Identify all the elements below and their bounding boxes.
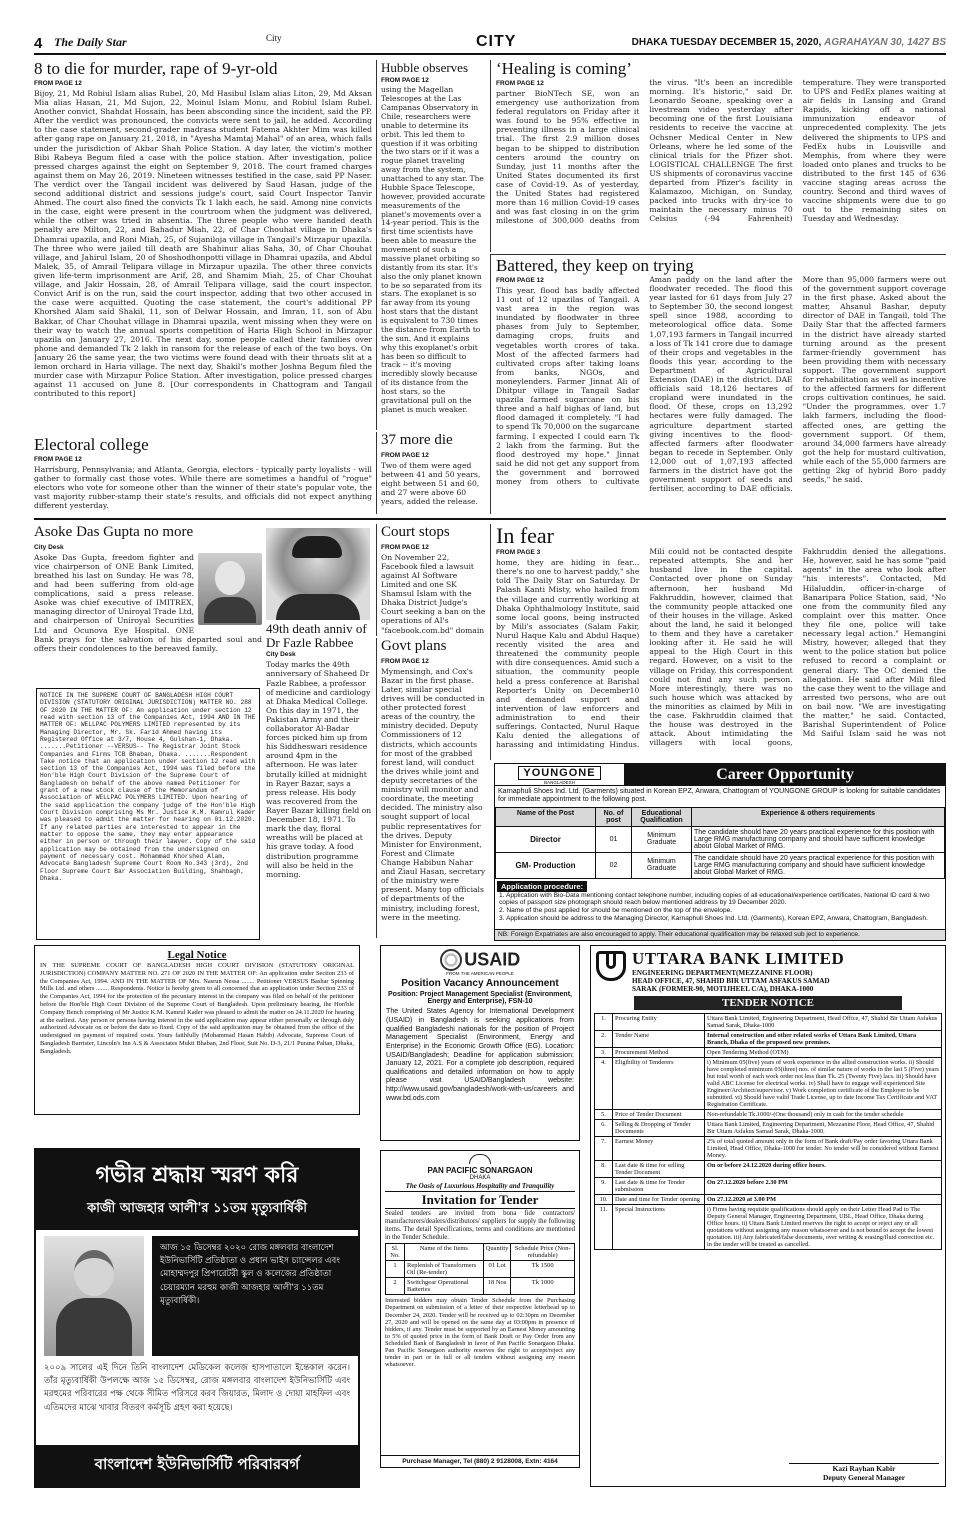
tender-items-table: Sl. No. Name of the Items Quantity Schedule Price (Non-refundable) 1 Replenish of Transformers Oil (Re-tender) 01 Lot Tk 1500 2 Switchgear Operational Batteries 18 Nos Tk 1000 [385, 1243, 575, 1295]
court-notice-wellpac: NOTICE IN THE SUPREME COURT OF BANGLADESH HIGH COURT DIVISION (STATUTORY ORIGINAL JURISDICTION) MATTER NO. 288 OF 2020 IN THE MATTER OF: An application under section 12 read with section 13 of the Companies Act, 1994 AND IN THE MATTER OF: WELLPAC POLYMERS LIMITED represented by its Managing Director, Mr. Sk. Farid Ahmed having its Registered Office at 3/7, House 4, Gulshan-1, Dhaka. .......Petitioner --VERSUS-- The Registrar Joint Stock Companies and Firms TCB Bhaban, Dhaka. .......Respondent Take notice that an application under section 12 read with section 13 of the Companies Act, 1994 was filed before the Hon'ble High Court Division of the Supreme Court of Bangladesh on behalf of the above named Petitioner for grant of a new stock clause of the Memorandum of Association of WELLPAC POLYMERS LIMITED. Upon hearing of the said application the company judge of the Hon'ble High Court Division comprising Ms Mr. Justice K.M. Kamrul Kader was pleased to admit the matter for hearing on 01.12.2020. If any related parties are interested to appear in the matter to oppose the same, they may enter appearance either in person or through their lawyer. Copy of the said application may be obtained from the undersigned on payment of necessary cost. Mohammad Khorshed Alam, Advocate Bangladesh Supreme Court Room No.343 (3rd), 2nd Floor Supreme Court Bar Association Building, Shahbagh, Dhaka. [36, 688, 260, 940]
section-label: City [266, 33, 282, 43]
table-row: GM- Production 02 Minimum Graduate The candidate should have 20 years practical experience for this position with Large RMG manufacturing company and should have sufficient knowledge about Global Market of RMG. [496, 852, 945, 878]
from-page: FROM PAGE 12 [34, 455, 82, 463]
rabbee-photo [266, 528, 370, 620]
table-row: 2. Tender Name Internal construction and other related works of Uttara Bank Limited, Uttara Branch, Dhaka of the proposed new premises. [595, 1031, 942, 1048]
legal-notice: Legal Notice IN THE SUPREME COURT OF BANGLADESH HIGH COURT DIVISION (STATUTORY ORIGINAL JURISDICTION) COMPANY MATTER NO. 271 OF 2020 IN THE MATTER OF: An application under Section 233 of the Companies Act, 1994. AND IN THE MATTER OF Mrs. Nasrun Nessa ........ Petitioner VERSUS Bashar Spinning Mills Ltd. and others ........ Respondents. Notice is hereby given to all concerned that an application under Section 233 of the Companies Act, 1994 for the protection of the pecuniary interest in the company was filed on behalf of the petitioner before the Hon'ble High Court Division of the Supreme Court of Bangladesh. Upon preliminary hearing, the Hon'ble Company Bench comprising of Mr Justice K.M. Kamrul Kader was pleased to admit the matter on 24.11.2020 for hearing at the earliest. Any person or persons having interest in the said application may appear either personally or through duly authorized Advocate on or before the date so fixed. Copy of the said application may be obtained from the office of the undersigned on payment of required costs. Yours faithfully (Mohammad Hasan Habib) Advocate, Supreme Court of Bangladesh Barrister, Lincoln's Inn A.S & Associates Mukti Bhaban, 2nd Floor, Suit No. D-3, 21/1 Purana Paltan, Dhaka, Bangladesh. [34, 945, 360, 1115]
dateline: DHAKA TUESDAY DECEMBER 15, 2020, AGRAHAYAN 30, 1427 BS [631, 37, 946, 48]
usaid-logo: USAID [464, 949, 521, 970]
article-body: Two of them were aged between 41 and 50 years, eight between 51 and 60, and 27 were above 60 years, added the release. [381, 460, 481, 507]
article-body: Today marks the 49th anniversary of Shaheed Dr Fazle Rabbee, a professor of medicine and cardiology at Dhaka Medical College. On this day in 1971, the Pakistan Army and their collaborator Al-Badar forces picked him up from his Siddheswari residence around 4pm in the afternoon. He was later brutally killed at midnight in Rayer Bazar, says a press release. His body was recovered from the Rayer Bazar killing field on December 18, 1971. To mark the day, floral wreaths will be placed at his grave today. A food distribution programme will also be held in the morning. [266, 660, 372, 879]
headline: 8 to die for murder, rape of 9-yr-old [34, 60, 278, 78]
article-electoral [34, 436, 372, 514]
article-murder [34, 60, 372, 435]
article-govt-plans [376, 638, 486, 938]
asoke-photo [198, 553, 262, 625]
headline: Electoral college [34, 436, 149, 454]
tender-notice-table [594, 1013, 942, 1250]
bengali-memorial-ad: গভীর শ্রদ্ধায় স্মরণ করি কাজী আজহার আলী'র ১১তম মৃত্যুবার্ষিকী আজ ১৫ ডিসেম্বর ২০২০ রোজ মঙ্গলবার বাংলাদেশ ইউনিভার্সিটি প্রতিষ্ঠাতা ও প্রধান ভাইস চ্যান্সেলর এবং মোহাম্মদপুর প্রিপারেটরী স্কুল ও কলেজের প্রতিষ্ঠাতা চেয়ারম্যান মরহুম কাজী আজহার আলী'র ১১তম মৃত্যুবার্ষিকী। ২০০৯ সালের এই দিনে তিনি বাংলাদেশ মেডিকেল কলেজ হাসপাতালে ইন্তেকাল করেন। তাঁর মৃত্যুবার্ষিকী উপলক্ষে আজ ১৫ ডিসেম্বর, রোজ মঙ্গলবার বাংলাদেশ ইউনিভার্সিটি এবং মরহুমের পরিবারের পক্ষ থেকে সীমিত পরিসরে করব জিয়ারত, মিলাদ ও দোয়া মাহফিল এবং এতিমদের মাঝে খাবার বিতরণ কর্মসূচি গ্রহণ করা হয়েছে। বাংলাদেশ ইউনিভার্সিটি পরিবারবর্গ [34, 1148, 360, 1488]
from-page: FROM PAGE 3 [496, 549, 541, 557]
table-row: 8. Last date & time for selling Tender Document On or before 24.12.2020 during office hours. [595, 1161, 942, 1178]
uttara-logo-icon [596, 951, 626, 981]
article-body: home, they are hiding in fear... there's no one to harvest paddy," she told The Daily Star on Saturday. Dr Palash Kanti Misty, who hailed from the village and currently working at Dhaka Ophthalmology Institute, said some local goons, being instructed by Mili's associates (Salam Fakir, Nurul Haque Kalu and Abdul Haque) recently visited the area and threatened the community people with dire consequences. Amid such a situation, the community people held a press conference at Barishal Reporter's Unity on December10 and demanded support and intervention of law enforcers and administration to end their sufferings. Contacted, Nurul Haque Kalu denied the allegations of harassing and intimidating Hindus. Mili could not be contacted despite repeated attempts. She and her husband live in the capital. Contacted over phone on Sunday afternoon, her husband Md Fakhruddin, however, claimed that the community people attacked one of their houses in the village. Asked about the land, he said it belonged to them and they have a caretaker looking after it. He said he will appeal to the High Court in this regard. However, on a visit to the village on Friday, this correspondent could not find any such person. More interestingly, there was no such house which was attacked by the minorities as claimed by Mili in the case. Fakhruddin claimed that the house was destroyed in the attack. About intimidating the villagers with local goons, Fakhruddin denied the allegations. He, however, said he has some "paid agents" in the area who look after "his interests". Contacted, Md Hilaluddin, officer-in-charge of Banaripara Police Station, said, "No one from the community filed any complaint over this matter. Once they file one, police will take necessary legal action." Hemangini Mistry, however, alleged that they went to the police station but police refused to record a complaint or general diary. The OC denied the allegation. He said after Mili filed the case they went to the village and arrested two persons, who are out on bail now. "We are investigating the matter," he said. Contacted, Barishal Superintendent of Police Md Saiful Islam said he was not [496, 547, 946, 750]
article-37-more-die [376, 432, 486, 514]
headline: Court stops [381, 524, 450, 540]
article-body: using the Magellan Telescopes at the Las Campanas Observatory in Chile, researchers were unable to determine its orbit. This led them to question if it was orbiting the two stars or if it was a rogue planet traveling away from the system, unattached to any star. The Hubble Space Telescope, however, provided accurate measurements of the planet's movements over a 14-year period. This is the first time scientists have been able to measure the movement of such a massive planet orbiting so distantly from its star. It's also the only planet known to be so separated from its stars. The exoplanet is so far away from its young host stars that the distant is equivalent to 730 times the distance from Earth to the sun. And it explains why this exoplanet's orbit has been so difficult to track -- it's moving incredibly slowly because of its distance from the host stars, so the gravitational pull on the planet is much weaker. [381, 85, 486, 414]
headline: Govt plans [381, 638, 447, 654]
from-page: FROM PAGE 12 [496, 276, 544, 284]
article-rabbee [266, 622, 372, 937]
usaid-ad: USAID FROM THE AMERICAN PEOPLE Position Vacancy Announcement Position: Project Management Specialist (Environment, Energy and Enterprise), FSN-10 The United States Agency for International Development (USAID) in Bangladesh is seeking applications from qualified Bangladeshi nationals for the position of Project Management Specialist (Environment, Energy and Enterprise) in the Economic Growth Office (EG). Location: USAID/Bangladesh; Deadline for application submission: January 12, 2021. For a complete job description, required qualifications and detailed information on how to apply please visit USAID/Bangladesh website: http://www.usaid.gov/bangladesh/work-with-us/careers and www.bd.ods.com [380, 945, 580, 1141]
table-row: 10. Date and time for Tender opening On 27.12.2020 at 3.00 PM [595, 1195, 942, 1205]
memorial-title: গভীর শ্রদ্ধায় স্মরণ করি [36, 1150, 358, 1197]
article-asoke [34, 524, 262, 674]
article-healing [490, 60, 946, 252]
headline: Hubble observes [381, 60, 469, 75]
masthead-logo: The Daily Star [54, 35, 127, 49]
headline: 49th death anniv of Dr Fazle Rabbee [266, 622, 367, 650]
career-title: Career Opportunity [625, 764, 945, 785]
table-row: 7. Earnest Money 2% of total quoted amount only in the form of Bank draft/Pay order favoring Uttara Bank Limited, Head Office, Dhaka-1000 for tender. No tender will be considered without Earnest Money. [595, 1137, 942, 1161]
headline: 37 more die [381, 432, 453, 448]
from-page: FROM PAGE 12 [381, 657, 429, 665]
headline: Asoke Das Gupta no more [34, 524, 194, 540]
table-row: 3. Procurement Method Open Tendering Method (OTM) [595, 1048, 942, 1058]
headline: ‘Healing is coming’ [496, 60, 632, 78]
table-row: 9. Last date & time for Tender submission On 27.12.2020 before 2.30 PM [595, 1178, 942, 1195]
table-row: 2 Switchgear Operational Batteries 18 Nos Tk 1000 [386, 1278, 575, 1295]
section-title: CITY [476, 33, 517, 50]
headline: Battered, they keep on trying [496, 256, 694, 275]
headline: In fear [496, 524, 555, 548]
from-page: FROM PAGE 12 [34, 79, 82, 87]
article-body: On November 22, Facebook filed a lawsuit against AI Software Limited and one SK Shamsul Islam with the Dhaka District Judge's Court seeking a ban on the operations of AI's "facebook.com.bd" domain [381, 552, 486, 635]
article-body: Mymensingh, and Cox's Bazar in the first phase. Later, similar special drives will be conducted in other protected forest areas of the country, the ministry decided. Deputy Commissioners of 12 districts, which accounts for most of the grabbed forest land, will conduct the drives while joint and deputy secretaries of the ministry will monitor and coordinate, the meeting decided. The ministry also sought support of local public representatives for the drives. Deputy Minister for Environment, Forest and Climate Change Habibun Nahar and Ziaul Hasan, secretary of the ministry were present. Many top officials of departments of the ministry, including forest, were in the meeting. [381, 666, 486, 922]
article-court-stops [376, 524, 486, 636]
article-body: Asoke Das Gupta, freedom fighter and vice chairperson of ONE Bank Limited, breathed his last on Sunday. He was 78, and had been suffering from old-age complications, said a press release. Asoke was chief executive of IMITREX, managing director of Uniroyal Trade Ltd, and chairperson of Uniroyal Securities Ltd and Ocunova Eye Hospital. ONE Bank prays for the salvation of his departed soul and offers their condolences to the bereaved family. [34, 552, 262, 653]
career-table: Name of the Post No. of post Educational Qualification Experience & others requirements Director 01 Minimum Graduate The candidate should have 20 years practical experience for this position with Large RMG manufacturing company and should have sufficient knowledge about Global Market of RMG. GM- Production 02 Minimum Graduate The candidate should have 20 years practical experience for this position with Large RMG manufacturing company and should have sufficient knowledge about Global Market of RMG. [495, 807, 945, 879]
table-row: 11. Special Instructions i) Firms having requisite qualifications should apply on their Letter Head Pad to The Deputy General Manager, Engineering Department, UBL, Head Office, Dhaka during Office hours. ii) Uttara Bank Limited reserves the right to accept or reject any or all quotations without assigning any reason whatsoever and is not bound to accept the lowest quotation. iii) Any fabricated/false documents, over writing & erasing/fluid correction etc. in the tender will be treated as cancelled. [595, 1205, 942, 1250]
uttara-tender: UTTARA BANK LIMITED ENGINEERING DEPARTMENT(MEZZANINE FLOOR) HEAD OFFICE, 47, SHAHID BIR UTTAM ASFAKUS SAMAD SARAK (FORMER-90, MOTIJHEEL C/A), DHAKA-1000 TENDER NOTICE 1. Procuring Entity Uttara Bank Limited, Engineering Department, Head Office, 47, Shahid Bir Uttam Asfakus Samad Sarak, Dhaka-1000 2. Tender Name Internal construction and other related works of Uttara Bank Limited, Uttara Branch, Dhaka of the proposed new premises. 3. Procurement Method Open Tendering Method (OTM) 4. Eligibility of Tenderers i) Minimum 05(five) years of work experience in the allied construction works. ii) Should have completed minimum 03(three) nos. of similar nature of works in the last 5 (Five) years but total worth of each work order not less than Tk. 25 (Twenty Five) lacs. iii) Should have valid ABC License for electrical works. iv) Shall have to engage well experienced Site Engineer/Architect/supervisor. v) Work completion certificate of the Employer to be submitted. vi) Should have valid Trade License, up to date Income Tax Certificate and VAT Registration Certificate. 5. Price of Tender Document Non-refundable Tk.1000/-(One thousand) only in cash for the tender schedule 6. Selling & Dropping of Tender Documents Uttara Bank Limited, Engineering Department, Mezzanine Floor, Head Office, 47, Shahid Bir Uttam Asfakus Samad Sarak, Dhaka-1000. 7. Earnest Money 2% of total quoted amount only in the form of Bank draft/Pay order favoring Uttara Bank Limited, Head Office, Dhaka-1000 for tender. No tender will be considered without Earnest Money. 8. Last date & time for selling Tender Document On or before 24.12.2020 during office hours. 9. Last date & time for Tender submission On 27.12.2020 before 2.30 PM 10. Date and time for Tender opening On 27.12.2020 at 3.00 PM 11. Special Instructions i) Firms having requisite qualifications should apply on their Letter Head Pad to The Deputy General Manager, Engineering Department, UBL, Head Office, Dhaka during Office hours. ii) Uttara Bank Limited reserves the right to accept or reject any or all quotations without assigning any reason whatsoever and is not bound to accept the lowest quotation. iii) Any fabricated/false documents, over writing & erasing/fluid correction etc. in the tender will be treated as cancelled. Kazi Rayhan Kabir Deputy General Manager [590, 945, 946, 1487]
from-page: FROM PAGE 12 [381, 451, 429, 459]
table-row: 1. Procuring Entity Uttara Bank Limited, Engineering Department, Head Office, 47, Shahid Bir Uttam Asfakus Samad Sarak, Dhaka-1000 [595, 1014, 942, 1031]
article-body: This year, flood has badly affected 11 out of 12 upazilas of Tangail. A vast area in the region was inundated by floodwater in three phases from July to September, damaging crops, fruits and vegetables worth crores of taka. Most of the affected farmers had cultivated crops after taking loans from banks, NGOs, and moneylenders. Farmer Jinnat Ali of Dhitpur village in Tangail Sadar upazila farmed sugarcane on his three and a half bighas of land, but flood damaged it completely. "I had to spend Tk 70,000 on the sugarcane farming. I expected I could earn Tk 2 lakh from the farming. But the flood destroyed my hope." Jinnat said he did not get any support from the government and borrowed money from others to cultivate Aman paddy on the land after the floodwater receded. The flood this year lasted for 61 days from July 27 to September 30, the second longest spell since 1988, according to meteorological office data. Some 1,07,193 farmers in Tangail incurred a loss of Tk 141 crore due to damage of their crops and vegetables in the floods this year, according to the Department of Agricultural Extension (DAE) in the district. DAE officials said 18,126 hectares of cropland were inundated in the flood. Of these, crops on 13,292 hectares were fully damaged. The agriculture department started giving incentives to the flood-affected farmers after floodwater began to recede in September. Only 12,000 out of 1,07,193 affected farmers in the district have got the government support of seeds and fertiliser, according to DAE officials. More than 95,000 farmers were out of the government support coverage in the first phase. Asked about the matter, Ahsanul Bashar, deputy director of DAE in Tangail, told The Daily Star that the affected farmers in the district have already started turning around as the present farmer-friendly government has been providing them with necessary support. The government support for rehabilitation as well as incentive to the affected farmers for different crops cultivation continues, he said. "Under the programmes, over 1.7 lakh farmers, including the flood-affected ones, are getting the government support. Of them, around 34,000 farmers have already got the help for mustard cultivation, while each of the 55,000 farmers are getting 2kg of hybrid Boro paddy seeds," he said. [496, 274, 946, 494]
memorial-subtitle: কাজী আজহার আলী'র ১১তম মৃত্যুবার্ষিকী [36, 1197, 358, 1230]
memorial-photo [44, 1236, 144, 1356]
from-page: FROM PAGE 12 [381, 77, 429, 85]
page-header [34, 33, 946, 55]
byline: City Desk [266, 651, 296, 659]
table-row: 4. Eligibility of Tenderers i) Minimum 05(five) years of work experience in the allied construction works. ii) Should have completed minimum 03(three) nos. of similar nature of works in the last 5 (Five) years but total worth of each work order not less than Tk. 25 (Twenty Five) lacs. iii) Should have valid ABC License for electrical works. iv) Shall have to engage well experienced Site Engineer/Architect/supervisor. v) Work completion certificate of the Employer to be submitted. vi) Should have valid Trade License, up to date Income Tax Certificate and VAT Registration Certificate. [595, 1058, 942, 1110]
usaid-seal-icon [440, 949, 462, 971]
article-body: Bijoy, 21, Md Robiul Islam alias Rubel, 20, Md Hasibul Islam alias Liton, 29, Md Aksan Mia alias Hasan, 21, Md Sujon, 22, Moinul Islam Monu, and Robiul Islam Rubel. Another convict, Shahdat Hossain, has been absconding since the incident, said the PP. After the verdict was pronounced, the convicts were sent to jail, he added. According to the case statement, second-grader madrasa student Fatema Akhter Mim was killed after gang rape on January 21, 2018, in "Ayesha Mamtaj Mahal" of an area, which falls under the jurisdiction of Akbar Shah Police Station. A day later, the victim's mother Bibi Rabeya Begum filed a case with the police station. After investigation, police pressed charges against the eight on September 9, 2018. The court framed charges against them on May 26, 2019. Nineteen witnesses testified in the case, said PP Naser. The verdict over the Tangail incident was delivered by Saud Hasan, judge of the second additional district and sessions judge's court, said Court Inspector Tanvir Ahmed. The court also fined the convicts Tk 1 lakh each, he said. Among nine convicts in the case, eight were present in the courtroom when the judgment was delivered, while the other was tried in absentia. The three people who were handed death penalty are Milton, 22, and Bahadur Miah, 22, of Char Chouhat village in Dhaka's Dhamrai upazila, and Roni Miah, 25, of Sujaniloja village in Tangail's Mirzapur upazila. The three who were jailed till death are Shahinur alias Saha, 30, of Char Chouhat village, and Jahirul Islam, 20 of Shoshodhonpotti village in Dhamrai upazila, and Abdul Malek, 35, of Amrail Telipara village in Mirzapur upazila. The other three convicts given life-term imprisonment are Arif, 28, and Shamim Miah, 25, of Char Chouhat village, and Jakir Hossain, 28, of Amrail Telipara village, said the court inspector. Convict Arif is on the run, said the court inspector, adding that two other accused in the case were acquitted. Quoting the case statement, the court's additional PP Khorshed Alam said Shakil, 11, son of Delwar Hossain, and Imran, 11, son of Abu Bakkar, of Char Chouhat village in Dhamrai upazila, went missing when they were on their way to watch the annual sports competition of Haria High School in Mirzapur upazila on January 27, 2016. The next day, some people called their families over phone and demanded Tk 2 lakh in ransom for the release of each of the two boys. On January 26 the same year, the two victims were found dead with their throats slit at a lemon orchard in Haria village. The next day, Shakil's mother Joshna Begum filed the murder case with Mirzapur Police Station. After investigation, police pressed charges against 11 accused on June 8. [Our correspondents in Chattogram and Tangail contributed to this report] [34, 88, 372, 399]
article-in-fear [490, 524, 946, 760]
article-body: Harrisburg, Pennsylvania; and Atlanta, Georgia, electors - typically party loyalists - will gather to formally cast those votes. While there are sometimes a handful of "rogue" electors who vote for someone other than the winner of their state's popular vote, the vast majority rubber-stamp their state's results, and officials did not expect anything different yesterday. [34, 464, 372, 511]
from-page: FROM PAGE 12 [496, 79, 544, 87]
divider [34, 518, 946, 520]
from-page: FROM PAGE 12 [381, 543, 429, 551]
memorial-footer: বাংলাদেশ ইউনিভার্সিটি পরিবারবর্গ [36, 1445, 358, 1486]
table-row: 1 Replenish of Transformers Oil (Re-tender) 01 Lot Tk 1500 [386, 1261, 575, 1278]
career-ad: YOUNGONE BANGLADESH Career Opportunity Karnaphuli Shoes Ind. Ltd. (Garments) situated in Korean EPZ, Anwara, Chattogram of YOUNGONE GROUP is looking for suitable candidates for immediate appointment to the following post. Name of the Post No. of post Educational Qualification Experience & others requirements Director 01 Minimum Graduate The candidate should have 20 years practical experience for this position with Large RMG manufacturing company and should have sufficient knowledge about Global Market of RMG. GM- Production 02 Minimum Graduate The candidate should have 20 years practical experience for this position with Large RMG manufacturing company and should have sufficient knowledge about Global Market of RMG. Application procedure: 1. Application with Bio-Data mentioning contact telephone number, including copies of all educational/experience certificates, National ID card & two copies of passport size photograph should reach below mentioned address by 19 December 2020. 2. Name of the post applied for should be mentioned on the top of the envelope. 3. Application should be address to the Managing Director, Karnaphuli Shoes Ind. Ltd. (Garments), Korean EPZ, Anwara, Chattogram, Bangladesh. NB: Foreign Expatriates are also encouraged to apply. Their educational qualification may be relaxed sub ject to experience. [494, 763, 946, 941]
table-row: 6. Selling & Dropping of Tender Documents Uttara Bank Limited, Engineering Department, Mezzanine Floor, Head Office, 47, Shahid Bir Uttam Asfakus Samad Sarak, Dhaka-1000. [595, 1120, 942, 1137]
byline: City Desk [34, 543, 64, 551]
page-number: 4 [34, 35, 43, 52]
pan-pacific-tender: PAN PACIFIC SONARGAON DHAKA The Oasis of Luxurious Hospitality and Tranquility Invitation for Tender Sealed tenders are invited from bona fide contractors/ manufacturers/dealers/distributors/ suppliers for supply the following items. The detail Specifications, terms and conditions are mentioned in the Tender Schedule. Sl. No. Name of the Items Quantity Schedule Price (Non-refundable) 1 Replenish of Transformers Oil (Re-tender) 01 Lot Tk 1500 2 Switchgear Operational Batteries 18 Nos Tk 1000 Interested bidders may obtain Tender Schedule from the Purchasing Department on submission of a letter of their respective letterhead up to December 24, 2020. Tender will be received up to 02:30pm on December 27, 2020 and will be opened on the same day at 03:00pm in presence of bidders, if any. Tender must be supported by an Earnest Money amounting to 5% of quoted price in the form of Bank Draft or Pay Order from any Scheduled Bank of Bangladesh in favor of Pan Pacific Sonargaon Dhaka. Pan Pacific Sonargaon authority reserves the right to accept/reject any tender in part or in full or all tenders without assigning any reason whatsoever. Purchase Manager, Tel (880) 2 9128008, Extn: 4164 [380, 1150, 580, 1468]
article-body: partner BioNTech SE, won an emergency use authorization from federal regulators on Friday after it was found to be 95% effective in preventing illness in a large clinical trial. The first 2.9 million doses began to be shipped to distribution centers around the country on Sunday, just 11 months after the United States documented its first case of Covid-19. As of yesterday, the United States had registered more than 16 million Covid-19 cases and was fast closing in on the grim milestone of 300,000 deaths from the virus. "It's been an incredible morning. It's historic," said Dr. Leonardo Seoane, speaking over a livestream video yesterday after becoming one of the first Louisiana residents to receive the vaccine at Ochsner Medical Center in New Orleans, where he led some of the clinical trials for the Pfizer shot. LOGISTICAL CHALLENGE The first US shipments of coronavirus vaccine departed from Pfizer's facility in Kalamazoo, Michigan, on Sunday, packed into trucks with dry-ice to maintain the necessary minus 70 Celsius (-94 Fahrenheit) temperature. They were transported to UPS and FedEx planes waiting at air fields in Lansing and Grand Rapids, kicking off a national immunization endeavor of unprecedented complexity. The jets delivered the shipments to UPS and FedEx hubs in Louisville and Memphis, from where they were loaded onto planes and trucks to be distributed to the first 145 of 636 vaccine staging areas across the country. Second and third waves of vaccine shipments were due to go out to the remaining sites on Tuesday and Wednesday. [496, 77, 946, 226]
pan-pacific-logo-icon [385, 1154, 575, 1166]
article-hubble [376, 60, 486, 430]
table-row: 5. Price of Tender Document Non-refundable Tk.1000/-(One thousand) only in cash for the tender schedule [595, 1110, 942, 1120]
table-row: Director 01 Minimum Graduate The candidate should have 20 years practical experience for this position with Large RMG manufacturing company and should have sufficient knowledge about Global Market of RMG. [496, 826, 945, 852]
youngone-logo: YOUNGONE [518, 766, 600, 780]
article-battered [490, 254, 946, 514]
